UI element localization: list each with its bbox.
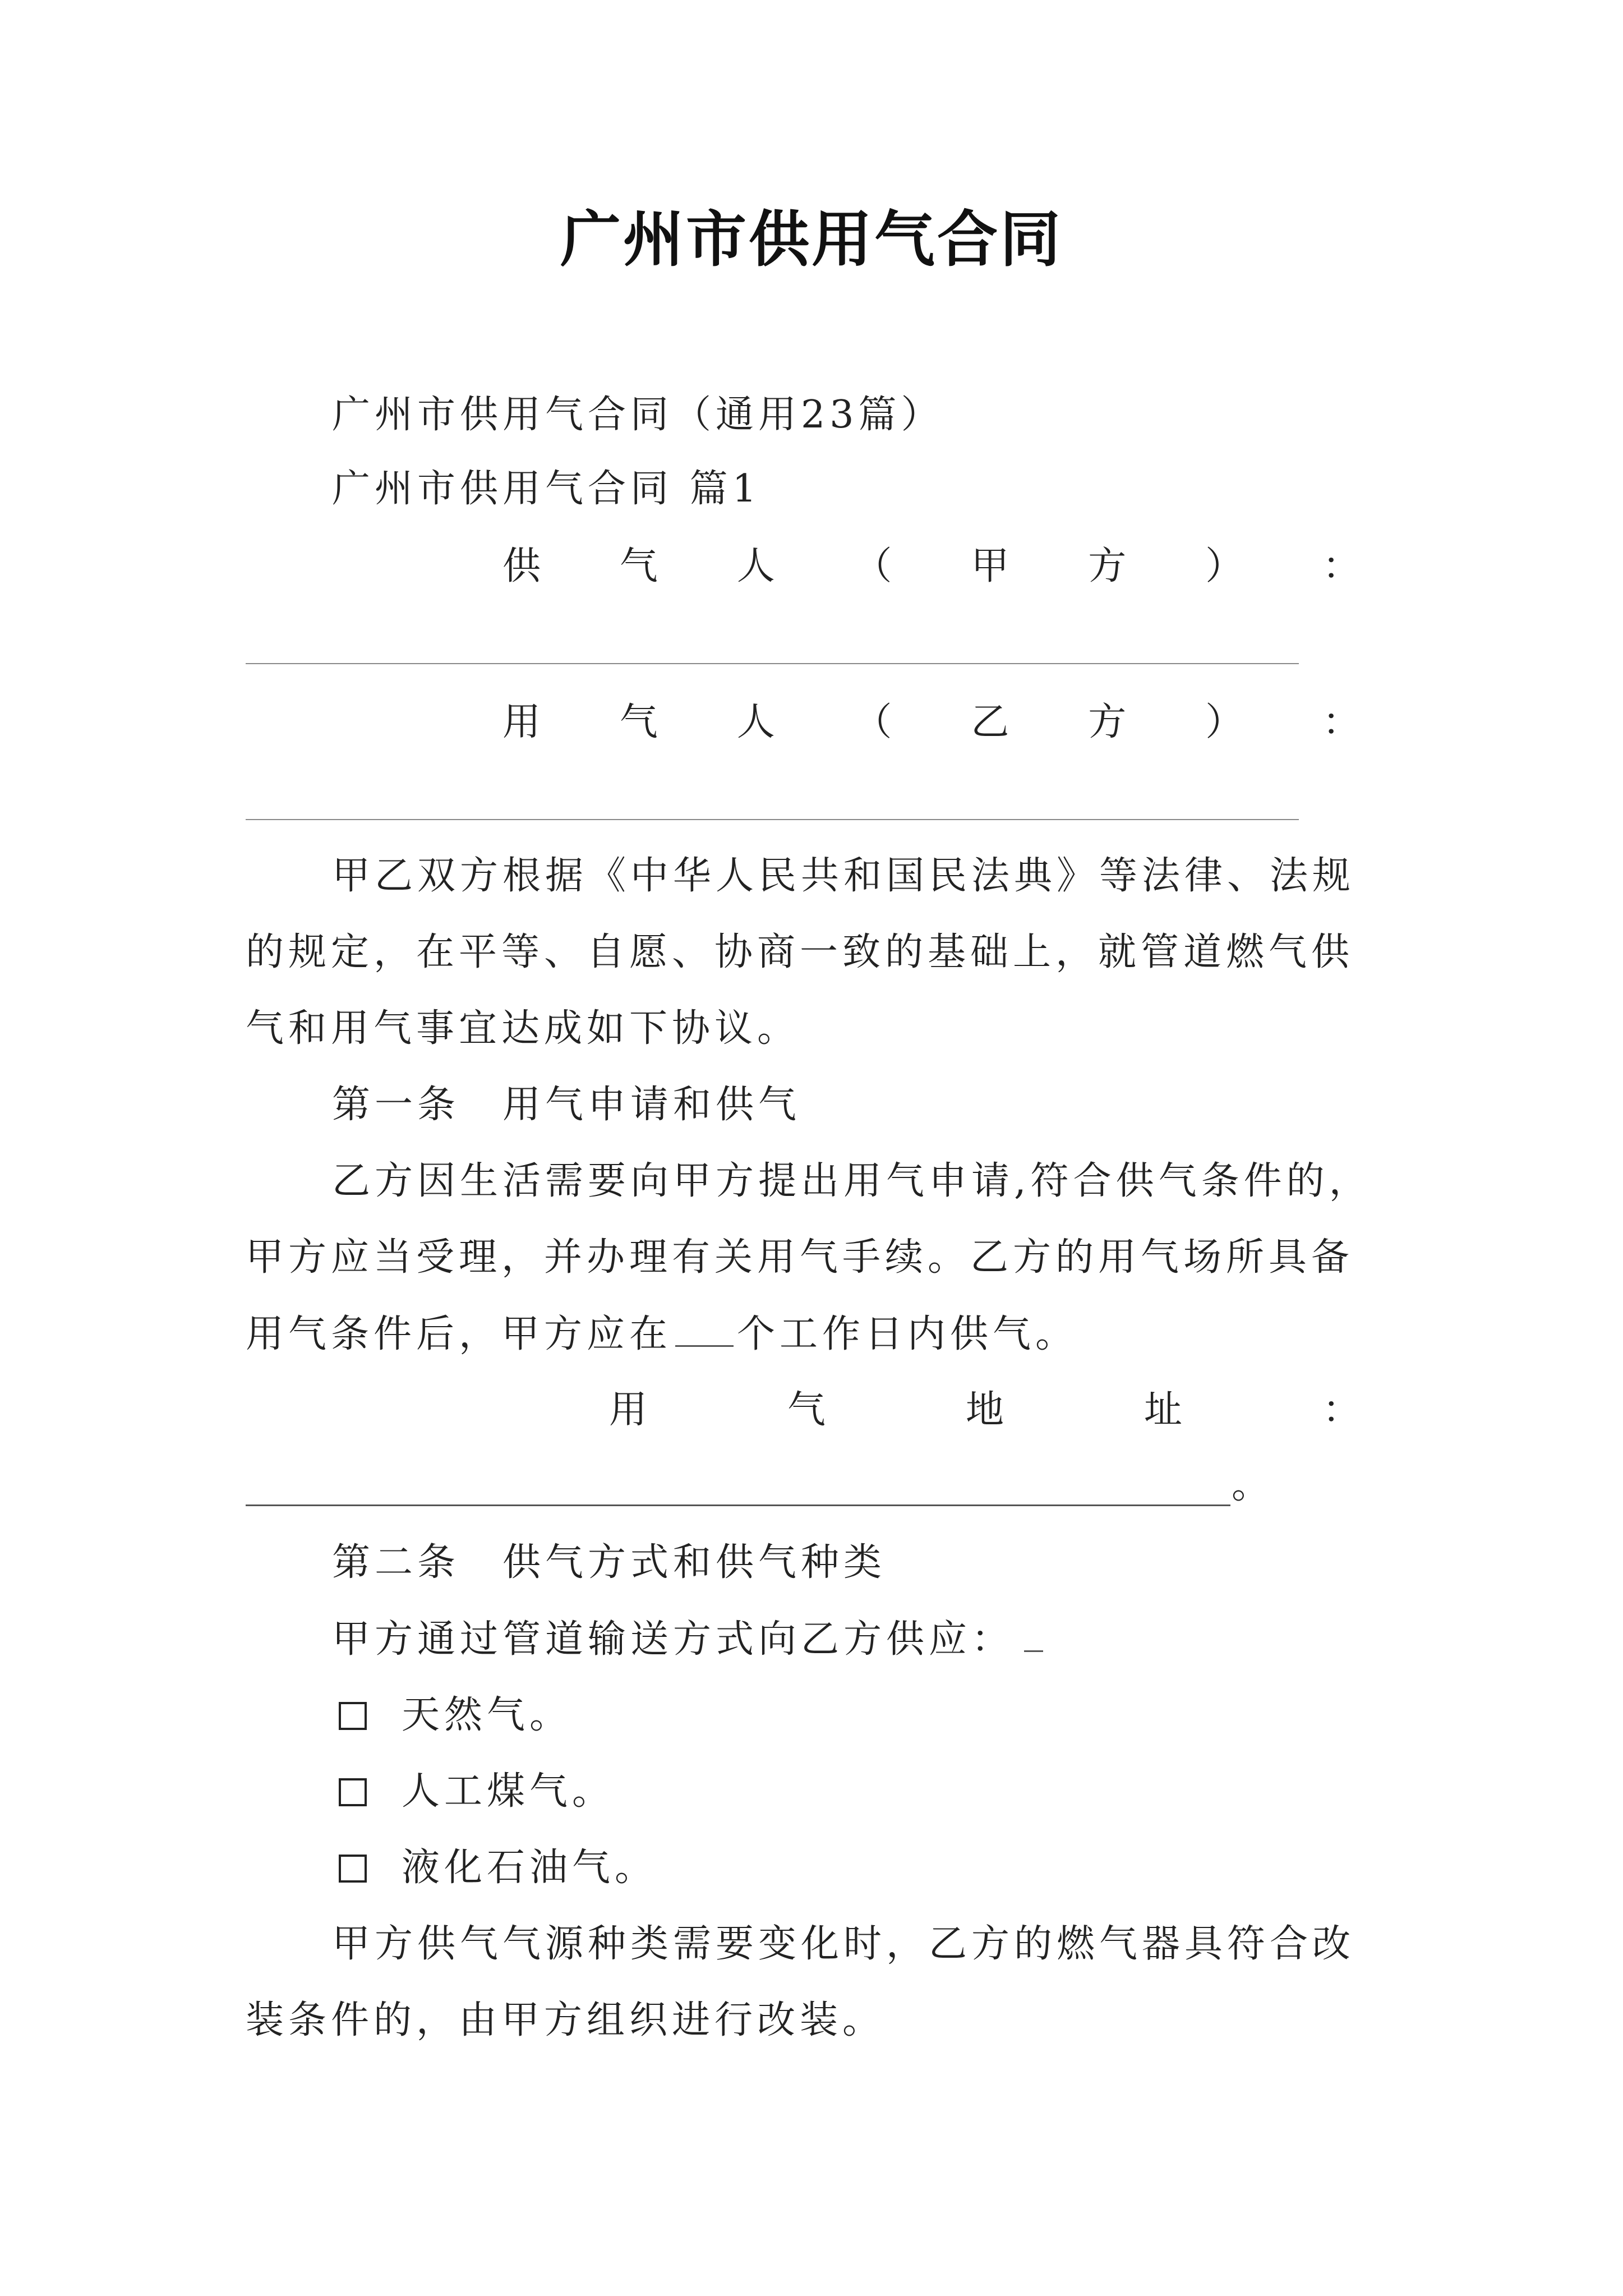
article2-heading: 第二条 供气方式和供气种类 (332, 1540, 887, 1585)
document-subtitle: 广州市供用气合同（通用23篇） (332, 393, 944, 437)
party-a-char: 方 (1088, 544, 1127, 588)
working-days-blank (675, 1306, 734, 1347)
article1-heading: 第一条 用气申请和供气 (332, 1083, 801, 1127)
party-b-char: ） (1205, 700, 1244, 744)
preamble-line: 甲乙双方根据《中华人民共和国民法典》等法律、法规 (332, 854, 1355, 898)
party-b-char: 乙 (971, 700, 1009, 744)
article1-last-after: 个工作日内供气。 (737, 1312, 1078, 1356)
party-a-blank-line (246, 663, 1299, 664)
article2-intro: 甲方通过管道输送方式向乙方供应： (332, 1617, 1015, 1662)
section-heading: 广州市供用气合同 篇1 (332, 467, 761, 511)
party-a-char: 供 (502, 544, 541, 588)
gas-option-label: 液化石油气。 (402, 1846, 658, 1890)
address-char: 址 (1144, 1388, 1182, 1432)
article1-line: 乙方因生活需要向甲方提出用气申请,符合供气条件的， (332, 1159, 1372, 1203)
party-b-label (502, 694, 1361, 751)
address-char: 气 (787, 1388, 826, 1432)
party-b-char: 方 (1088, 700, 1127, 744)
checkbox-icon[interactable] (339, 1855, 367, 1883)
party-a-char: 甲 (971, 544, 1009, 588)
document-title: 广州市供用气合同 (560, 204, 1063, 275)
gas-option (339, 1687, 572, 1743)
party-b-char: （ (854, 700, 892, 744)
article2-intro-line (332, 1611, 1043, 1668)
party-b-char: 人 (736, 700, 775, 744)
gas-option-label: 人工煤气。 (402, 1769, 615, 1814)
party-b-char: 用 (502, 700, 541, 744)
gas-option-label: 天然气。 (402, 1693, 573, 1737)
article1-last-line (246, 1306, 1078, 1363)
party-a-char: ： (1322, 544, 1361, 588)
checkbox-icon[interactable] (339, 1702, 367, 1730)
party-a-char: （ (854, 544, 892, 588)
party-a-char: 气 (619, 544, 658, 588)
article2-line: 甲方供气气源种类需要变化时，乙方的燃气器具符合改 (332, 1922, 1355, 1966)
address-full-stop: 。 (1232, 1463, 1270, 1507)
gas-option (339, 1840, 657, 1896)
party-b-blank-line (246, 819, 1299, 820)
article1-last-before: 用气条件后，甲方应在 (246, 1312, 672, 1356)
preamble-line: 气和用气事宜达成如下协议。 (246, 1006, 800, 1051)
party-b-char: 气 (619, 700, 658, 744)
gas-option (339, 1764, 615, 1820)
address-char: 用 (609, 1388, 648, 1432)
preamble-line: 的规定，在平等、自愿、协商一致的基础上，就管道燃气供 (246, 930, 1354, 974)
address-char: ： (1322, 1388, 1361, 1432)
party-a-char: 人 (736, 544, 775, 588)
party-b-char: ： (1322, 700, 1361, 744)
article1-line: 甲方应当受理，并办理有关用气手续。乙方的用气场所具备 (246, 1235, 1354, 1280)
address-blank-line (246, 1504, 1230, 1506)
party-a-label (502, 539, 1361, 595)
checkbox-icon[interactable] (339, 1778, 367, 1806)
address-char: 地 (965, 1388, 1004, 1432)
article2-line: 装条件的，由甲方组织进行改装。 (246, 1998, 886, 2042)
party-a-char: ） (1205, 544, 1244, 588)
supply-type-blank (1024, 1611, 1043, 1652)
address-label (609, 1382, 1361, 1438)
